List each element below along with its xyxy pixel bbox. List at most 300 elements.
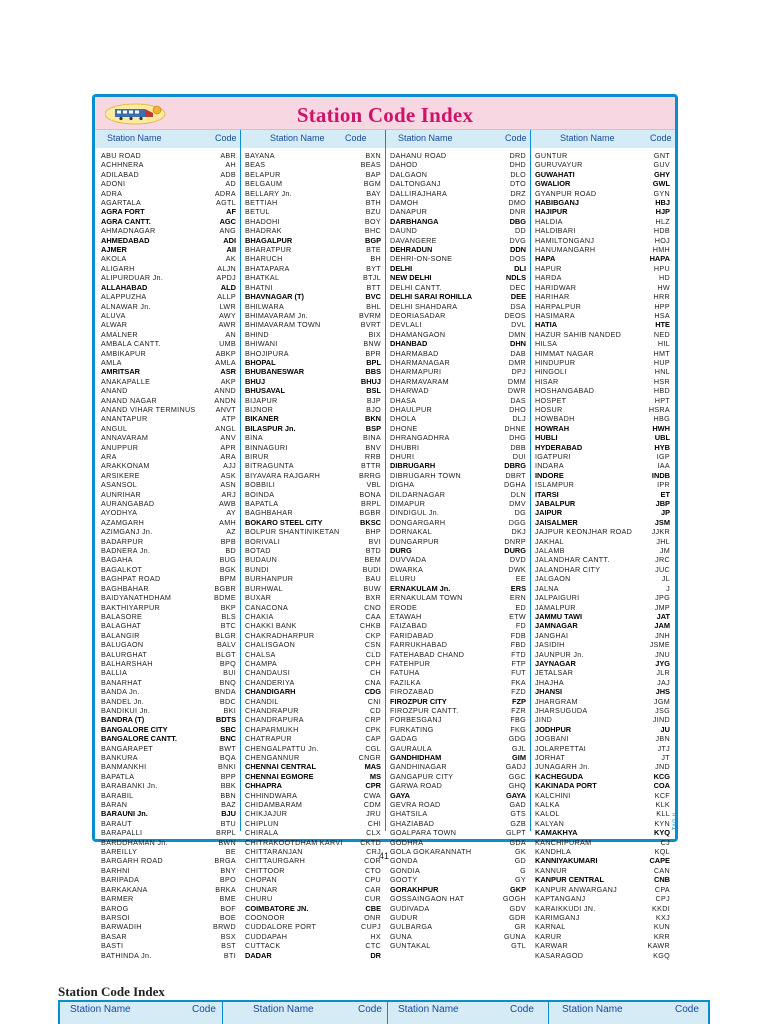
station-name: JHAJHA [535, 677, 564, 687]
station-row [101, 687, 236, 696]
station-name: AMRITSAR [101, 367, 141, 377]
station-name: BANARHAT [101, 677, 143, 687]
station-name: CHIPLUN [245, 818, 279, 828]
station-row [535, 461, 670, 470]
station-name: BARWADIH [101, 922, 142, 932]
station-code: BTD [365, 546, 381, 556]
station-code: JM [659, 546, 670, 556]
station-code: ANV [220, 433, 236, 443]
station-name: CHANDAUSI [245, 668, 291, 678]
station-code: BVI [368, 536, 381, 546]
station-name: ERNAKULAM TOWN [390, 593, 463, 603]
station-name: KARUR [535, 931, 562, 941]
station-row [101, 659, 236, 668]
station-code: BEAS [360, 160, 381, 170]
station-code: BTTR [361, 461, 381, 471]
station-row [535, 866, 670, 875]
station-code: CUPJ [361, 922, 381, 932]
station-code: DG [514, 508, 526, 518]
station-row [245, 913, 381, 922]
station-name: ARSIKERE [101, 470, 140, 480]
station-row [535, 904, 670, 913]
station-code: DUI [512, 452, 526, 461]
station-name: CHITTARANJAN [245, 847, 303, 857]
station-name: ELURU [390, 574, 416, 584]
station-row [101, 706, 236, 715]
station-row [535, 781, 670, 790]
station-code: CHI [367, 818, 381, 828]
station-row [535, 377, 670, 386]
station-code: FTD [511, 649, 526, 659]
station-code: HRR [653, 292, 670, 302]
station-code: GUNA [504, 931, 526, 941]
station-row [535, 527, 670, 536]
station-name: BALASORE [101, 611, 143, 621]
station-row [390, 273, 526, 282]
station-code: GTS [510, 809, 526, 819]
station-code: DDN [509, 245, 526, 255]
station-row [245, 715, 381, 724]
station-row [390, 217, 526, 226]
station-row [390, 490, 526, 499]
station-code: BONA [359, 489, 381, 499]
station-row [390, 424, 526, 433]
station-code: HJP [655, 207, 670, 217]
station-name: BUDAUN [245, 555, 278, 565]
station-row [535, 809, 670, 818]
station-name: CHOPAN [245, 875, 278, 885]
station-row [390, 697, 526, 706]
station-code: DVD [509, 555, 526, 565]
station-row [245, 809, 381, 818]
station-row [245, 762, 381, 771]
station-row [245, 866, 381, 875]
station-code: JND [655, 762, 670, 772]
station-row [101, 894, 236, 903]
station-row [101, 151, 236, 160]
station-row [245, 179, 381, 188]
station-name: DAVANGERE [390, 235, 437, 245]
station-code: ABKP [215, 348, 236, 358]
station-row [390, 189, 526, 198]
station-name: ASANSOL [101, 480, 138, 490]
station-code: HOJ [654, 235, 670, 245]
station-code: HSR [653, 376, 670, 386]
station-name: DELHI CANTT. [390, 282, 442, 292]
station-row [535, 302, 670, 311]
station-code: CAP [365, 734, 381, 744]
station-row [101, 875, 236, 884]
station-row [245, 565, 381, 574]
page-title: Station Code Index [296, 103, 474, 127]
station-code: BHC [364, 226, 381, 236]
station-code: DLJ [512, 414, 526, 424]
station-code: KYN [654, 818, 670, 828]
station-code: BWN [218, 837, 236, 847]
station-row [390, 254, 526, 263]
station-column-1 [101, 151, 236, 960]
station-row [101, 555, 236, 564]
station-code: JBN [655, 734, 670, 744]
station-name: BOKARO STEEL CITY [245, 517, 323, 527]
station-name: ACHHNERA [101, 160, 144, 170]
station-name: HARIHAR [535, 292, 570, 302]
station-row [245, 621, 381, 630]
station-name: DHARWAD [390, 386, 429, 396]
station-name: AKOLA [101, 254, 127, 264]
station-code: BH [370, 254, 381, 264]
station-name: DEVLALI [390, 320, 422, 330]
station-name: BHATNI [245, 282, 273, 292]
station-code: GADJ [505, 762, 526, 772]
station-name: BURHWAL [245, 583, 283, 593]
station-name: AUNRIHAR [101, 489, 141, 499]
station-code: HNL [654, 367, 670, 377]
station-code: KUN [653, 922, 670, 932]
station-row [101, 697, 236, 706]
station-code: GDV [509, 903, 526, 913]
station-name: GUNTAKAL [390, 941, 431, 951]
station-name: ANAND [101, 386, 128, 396]
station-name: BORIVALI [245, 536, 281, 546]
station-name: DEHRI-ON-SONE [390, 254, 453, 264]
station-row [535, 499, 670, 508]
station-name: CHENGALPATTU Jn. [245, 743, 319, 753]
station-name: BALLIA [101, 668, 128, 678]
station-name: CHALISGAON [245, 640, 296, 650]
station-code: BEM [364, 555, 381, 565]
station-code: CLD [365, 649, 381, 659]
station-row [535, 791, 670, 800]
station-row [535, 734, 670, 743]
station-name: BETUL [245, 207, 270, 217]
station-row [245, 480, 381, 489]
station-code: AGTL [216, 198, 236, 208]
station-name: DHURI [390, 452, 415, 461]
station-row [101, 283, 236, 292]
station-name: KANNUR [535, 865, 568, 875]
station-code: CAA [365, 611, 381, 621]
station-name: DURG [390, 546, 412, 556]
station-row [101, 349, 236, 358]
station-code: HPT [654, 395, 670, 405]
station-name: KARNAL [535, 922, 566, 932]
station-code: HPP [654, 301, 670, 311]
station-code: CPJ [655, 894, 670, 904]
station-code: BUDI [362, 564, 381, 574]
station-name: HILSA [535, 339, 558, 349]
station-code: FZP [512, 696, 526, 706]
station-row [390, 753, 526, 762]
station-code: DAS [510, 395, 526, 405]
station-name: HARIDWAR [535, 282, 577, 292]
station-code: CPK [365, 724, 381, 734]
station-code: DNRP [504, 536, 526, 546]
station-name: BOINDA [245, 489, 275, 499]
station-code: JAT [656, 611, 670, 621]
station-row [101, 452, 236, 461]
station-code: CUR [364, 894, 381, 904]
station-code: CRP [364, 715, 381, 725]
station-row [245, 697, 381, 706]
station-name: CHANDRAPUR [245, 705, 299, 715]
station-row [535, 706, 670, 715]
station-row [245, 349, 381, 358]
station-row [245, 189, 381, 198]
station-code: GGC [508, 771, 526, 781]
station-name: DHUBRI [390, 442, 420, 452]
station-code: GJL [511, 743, 526, 753]
station-row [535, 217, 670, 226]
station-row [245, 875, 381, 884]
station-code: DEOS [504, 310, 526, 320]
station-row [101, 207, 236, 216]
station-name: ARA [101, 452, 117, 461]
station-row [535, 424, 670, 433]
station-name: CHIDAMBARAM [245, 800, 303, 810]
station-row [101, 809, 236, 818]
station-code: BRWD [212, 922, 236, 932]
station-name: BHIND [245, 329, 269, 339]
station-name: GOSSAINGAON HAT [390, 894, 465, 904]
station-code: JHL [656, 536, 670, 546]
station-name: CHANDIGARH [245, 687, 296, 697]
station-code: GHY [653, 169, 670, 179]
station-name: JUNAGARH Jn. [535, 762, 590, 772]
station-code: ED [515, 602, 526, 612]
station-row [535, 490, 670, 499]
station-name: BAGHBAHAR [101, 583, 149, 593]
station-name: HAPA [535, 254, 556, 264]
station-code: AMLA [215, 357, 236, 367]
station-code: ANND [214, 386, 236, 396]
station-name: BANGARAPET [101, 743, 154, 753]
station-row [101, 922, 236, 931]
station-code: AII [226, 245, 236, 255]
station-name: BANDRA (T) [101, 715, 145, 725]
station-code: BPQ [219, 658, 236, 668]
station-code: JYG [655, 658, 670, 668]
station-code: AJJ [223, 461, 236, 471]
station-row [101, 941, 236, 950]
station-name: DAUND [390, 226, 418, 236]
station-row [535, 443, 670, 452]
station-code: DGHA [504, 480, 526, 490]
station-row [101, 330, 236, 339]
station-code: ADRA [214, 188, 236, 198]
station-row [535, 593, 670, 602]
station-row [245, 546, 381, 555]
station-code: DHN [509, 339, 526, 349]
station-code: BPL [366, 357, 381, 367]
station-name: AGARTALA [101, 198, 142, 208]
station-row [390, 151, 526, 160]
station-name: JAIPUR [535, 508, 563, 518]
station-row [390, 715, 526, 724]
station-code: HSRA [648, 404, 670, 414]
station-code: GIM [512, 753, 526, 762]
station-row [535, 838, 670, 847]
station-name: BAYANA [245, 151, 275, 160]
station-row [245, 461, 381, 470]
station-code: DLI [514, 263, 526, 273]
station-code: RRB [364, 452, 381, 461]
station-row [535, 283, 670, 292]
station-row [101, 302, 236, 311]
station-name: BADNERA Jn. [101, 546, 151, 556]
station-code: CKTD [360, 837, 381, 847]
station-code: BJP [366, 395, 381, 405]
station-code: HMT [653, 348, 670, 358]
station-name: INDARA [535, 461, 564, 471]
station-code: GOGH [502, 894, 526, 904]
station-code: DGG [508, 517, 526, 527]
station-name: KANDHLA [535, 847, 572, 857]
station-code: BTC [220, 621, 236, 631]
station-name: JIND [535, 715, 553, 725]
station-row [245, 160, 381, 169]
station-name: BOLPUR SHANTINIKETAN [245, 527, 340, 537]
station-row [245, 302, 381, 311]
station-code: HW [657, 282, 670, 292]
station-code: DLN [510, 489, 526, 499]
station-row [245, 254, 381, 263]
station-code: CNGR [358, 753, 381, 762]
station-code: ALJN [217, 263, 236, 273]
station-row [535, 678, 670, 687]
station-row [390, 349, 526, 358]
station-code: CAPE [649, 856, 670, 866]
station-name: HASIMARA [535, 310, 575, 320]
station-code: MS [369, 771, 381, 781]
station-name: DHRANGADHRA [390, 433, 450, 443]
station-code: IGP [656, 452, 670, 461]
station-name: CHENNAI EGMORE [245, 771, 314, 781]
station-code: ASN [220, 480, 236, 490]
station-code: VBL [366, 480, 381, 490]
station-name: BARGARH ROAD [101, 856, 163, 866]
station-row [101, 565, 236, 574]
station-row [535, 170, 670, 179]
station-row [390, 866, 526, 875]
station-name: AZAMGARH [101, 517, 145, 527]
station-name: DAHANU ROAD [390, 151, 447, 160]
station-row [390, 245, 526, 254]
station-name: BARIPADA [101, 875, 140, 885]
station-row [535, 264, 670, 273]
station-name: BHIMAVARAM Jn. [245, 310, 309, 320]
station-name: ERODE [390, 602, 418, 612]
station-code: BUW [363, 583, 381, 593]
station-code: BPP [220, 771, 236, 781]
station-row [390, 574, 526, 583]
station-code: JIND [652, 715, 670, 725]
station-code: HBG [653, 414, 670, 424]
station-code: DTO [510, 179, 526, 189]
station-code: DAB [510, 348, 526, 358]
station-name: DHOLA [390, 414, 417, 424]
station-row [245, 443, 381, 452]
station-code: DVL [511, 320, 526, 330]
station-code: HBD [653, 386, 670, 396]
station-code: DMN [508, 329, 526, 339]
station-code: J [666, 583, 670, 593]
station-name: HYDERABAD [535, 442, 583, 452]
station-code: BRKA [215, 884, 236, 894]
station-code: GYN [653, 188, 670, 198]
station-row [390, 508, 526, 517]
station-name: BHUBANESWAR [245, 367, 305, 377]
station-code: ANG [219, 226, 236, 236]
station-row [535, 621, 670, 630]
station-row [245, 320, 381, 329]
title-band [95, 97, 675, 130]
station-row [101, 631, 236, 640]
station-code: ASK [220, 470, 236, 480]
station-name: DALGAON [390, 169, 428, 179]
station-code: JNU [655, 649, 670, 659]
station-code: BHL [366, 301, 381, 311]
station-name: DELHI SHAHDARA [390, 301, 458, 311]
station-code: INDB [651, 470, 670, 480]
station-name: BANKURA [101, 753, 138, 762]
station-code: ARJ [221, 489, 236, 499]
station-code: BUI [223, 668, 236, 678]
station-name: JOGBANI [535, 734, 569, 744]
station-name: BALUGAON [101, 640, 144, 650]
station-code: KRR [653, 931, 670, 941]
station-name: ISLAMPUR [535, 480, 575, 490]
station-name: BIYAVARA RAJGARH [245, 470, 321, 480]
col4-code-header: Code [650, 133, 672, 143]
station-name: BEAS [245, 160, 266, 170]
station-row [535, 367, 670, 376]
station-code: CWA [363, 790, 381, 800]
station-name: BANDEL Jn. [101, 696, 145, 706]
station-row [245, 819, 381, 828]
column-divider [222, 1000, 223, 1024]
station-row [101, 791, 236, 800]
station-code: ALLP [217, 292, 236, 302]
station-row [390, 631, 526, 640]
station-code: CHKB [359, 621, 381, 631]
station-code: BVRM [359, 310, 381, 320]
station-code: ANDN [214, 395, 236, 405]
station-name: BARABANKI Jn. [101, 781, 158, 791]
station-row [535, 800, 670, 809]
station-code: GTL [511, 941, 526, 951]
station-row [390, 302, 526, 311]
station-row [535, 650, 670, 659]
station-row [535, 913, 670, 922]
station-row [101, 951, 236, 960]
station-name: BELAPUR [245, 169, 281, 179]
station-row [390, 207, 526, 216]
station-name: GANDHINAGAR [390, 762, 447, 772]
station-name: FIROZABAD [390, 687, 434, 697]
station-row [535, 330, 670, 339]
station-row [390, 650, 526, 659]
station-row [101, 424, 236, 433]
station-code: DHO [509, 404, 526, 414]
station-row [390, 913, 526, 922]
station-row [245, 687, 381, 696]
station-name: FAZILKA [390, 677, 421, 687]
station-name: JAISALMER [535, 517, 578, 527]
station-code: BAP [365, 169, 381, 179]
station-row [390, 932, 526, 941]
station-code: BTU [220, 818, 236, 828]
